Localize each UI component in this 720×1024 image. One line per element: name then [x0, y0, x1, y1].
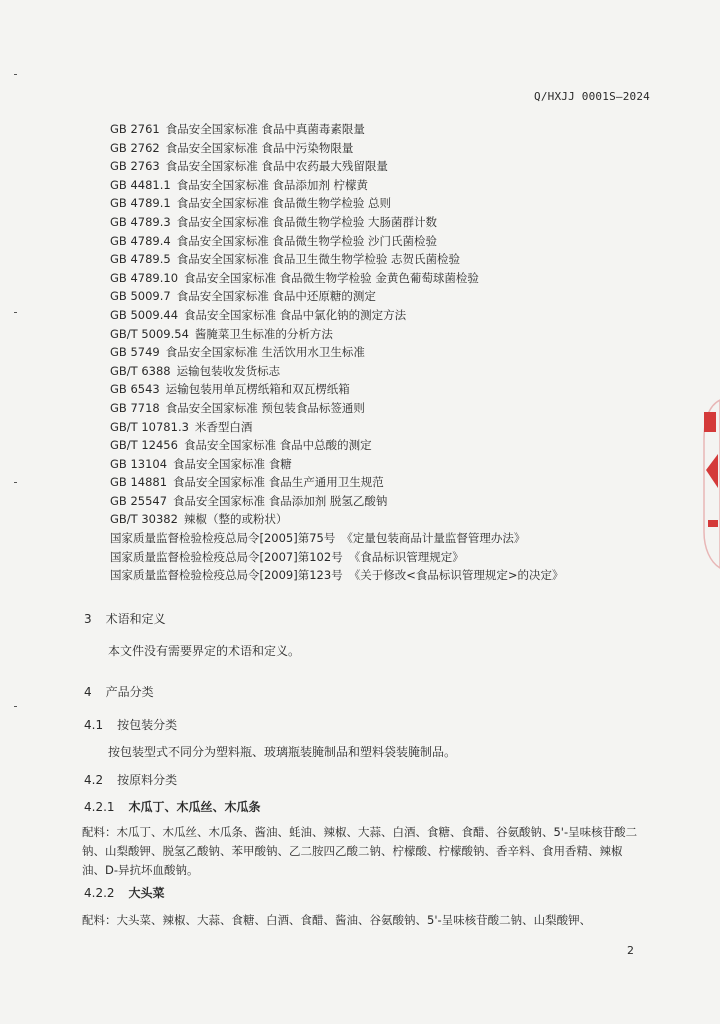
reference-item: GB 2762 食品安全国家标准 食品中污染物限量	[110, 140, 354, 155]
reference-item: GB 7718 食品安全国家标准 预包装食品标签通则	[110, 400, 365, 415]
reference-item: GB/T 12456 食品安全国家标准 食品中总酸的测定	[110, 438, 372, 453]
section-4-1-heading: 4.1 按包装分类	[84, 718, 178, 732]
section-4-1-text: 按包装型式不同分为塑料瓶、玻璃瓶装腌制品和塑料袋装腌制品。	[108, 745, 457, 759]
reference-item: GB 6543 运输包装用单瓦楞纸箱和双瓦楞纸箱	[110, 382, 350, 397]
reference-item: 国家质量监督检验检疫总局令[2009]第123号 《关于修改<食品标识管理规定>的决定》	[110, 568, 564, 583]
normative-references-list	[110, 120, 670, 585]
reference-item: GB 2763 食品安全国家标准 食品中农药最大残留限量	[110, 159, 388, 174]
document-code: Q/HXJJ 0001S—2024	[534, 90, 650, 103]
red-seal-fragment	[698, 392, 720, 572]
reference-item: GB 14881 食品安全国家标准 食品生产通用卫生规范	[110, 475, 384, 490]
reference-item: GB/T 30382 辣椒（整的或粉状）	[110, 512, 288, 527]
reference-item: GB/T 10781.3 米香型白酒	[110, 419, 253, 434]
section-3-heading: 3 术语和定义	[84, 612, 166, 626]
reference-item: GB 5009.44 食品安全国家标准 食品中氯化钠的测定方法	[110, 307, 407, 322]
reference-item: 国家质量监督检验检疫总局令[2005]第75号 《定量包装商品计量监督管理办法》	[110, 531, 526, 546]
reference-item: GB/T 6388 运输包装收发货标志	[110, 363, 281, 378]
section-4-2-1-ingredients: 配料：木瓜丁、木瓜丝、木瓜条、酱油、蚝油、辣椒、大蒜、白酒、食糖、食醋、谷氨酸钠、5'-呈味核苷酸二钠、山梨酸钾、脱氢乙酸钠、苯甲酸钠、乙二胺四乙酸二钠、柠檬酸、柠檬酸钠、香辛料、食用香精、辣椒油、D-异抗坏血酸钠。	[82, 825, 638, 877]
reference-item: GB 2761 食品安全国家标准 食品中真菌毒素限量	[110, 122, 365, 136]
reference-item: GB 4789.4 食品安全国家标准 食品微生物学检验 沙门氏菌检验	[110, 233, 438, 248]
reference-item: GB 4789.3 食品安全国家标准 食品微生物学检验 大肠菌群计数	[110, 214, 438, 229]
reference-item: GB 25547 食品安全国家标准 食品添加剂 脱氢乙酸钠	[110, 493, 388, 508]
reference-item: GB 5009.7 食品安全国家标准 食品中还原糖的测定	[110, 289, 376, 304]
reference-item: 国家质量监督检验检疫总局令[2007]第102号 《食品标识管理规定》	[110, 549, 464, 564]
reference-item: GB/T 5009.54 酱腌菜卫生标准的分析方法	[110, 326, 333, 341]
section-4-2-2-heading: 4.2.2 大头菜	[84, 886, 165, 900]
section-4-2-1-heading: 4.2.1 木瓜丁、木瓜丝、木瓜条	[84, 800, 261, 814]
section-4-heading: 4 产品分类	[84, 685, 154, 699]
section-3-text: 本文件没有需要界定的术语和定义。	[108, 644, 301, 658]
reference-item: GB 4789.10 食品安全国家标准 食品微生物学检验 金黄色葡萄球菌检验	[110, 270, 479, 285]
margin-mark	[14, 312, 17, 313]
margin-mark	[14, 482, 17, 483]
reference-item: GB 4481.1 食品安全国家标准 食品添加剂 柠檬黄	[110, 177, 369, 192]
margin-mark	[14, 706, 17, 707]
reference-item: GB 4789.5 食品安全国家标准 食品卫生微生物学检验 志贺氏菌检验	[110, 252, 461, 267]
section-4-2-2-ingredients: 配料：大头菜、辣椒、大蒜、食糖、白酒、食醋、酱油、谷氨酸钠、5'-呈味核苷酸二钠、山梨酸钾、	[82, 913, 592, 927]
reference-item: GB 5749 食品安全国家标准 生活饮用水卫生标准	[110, 345, 365, 360]
reference-item: GB 4789.1 食品安全国家标准 食品微生物学检验 总则	[110, 196, 392, 211]
reference-item: GB 13104 食品安全国家标准 食糖	[110, 456, 292, 471]
page-number: 2	[627, 944, 634, 957]
margin-mark	[14, 74, 17, 75]
section-4-2-heading: 4.2 按原料分类	[84, 773, 178, 787]
